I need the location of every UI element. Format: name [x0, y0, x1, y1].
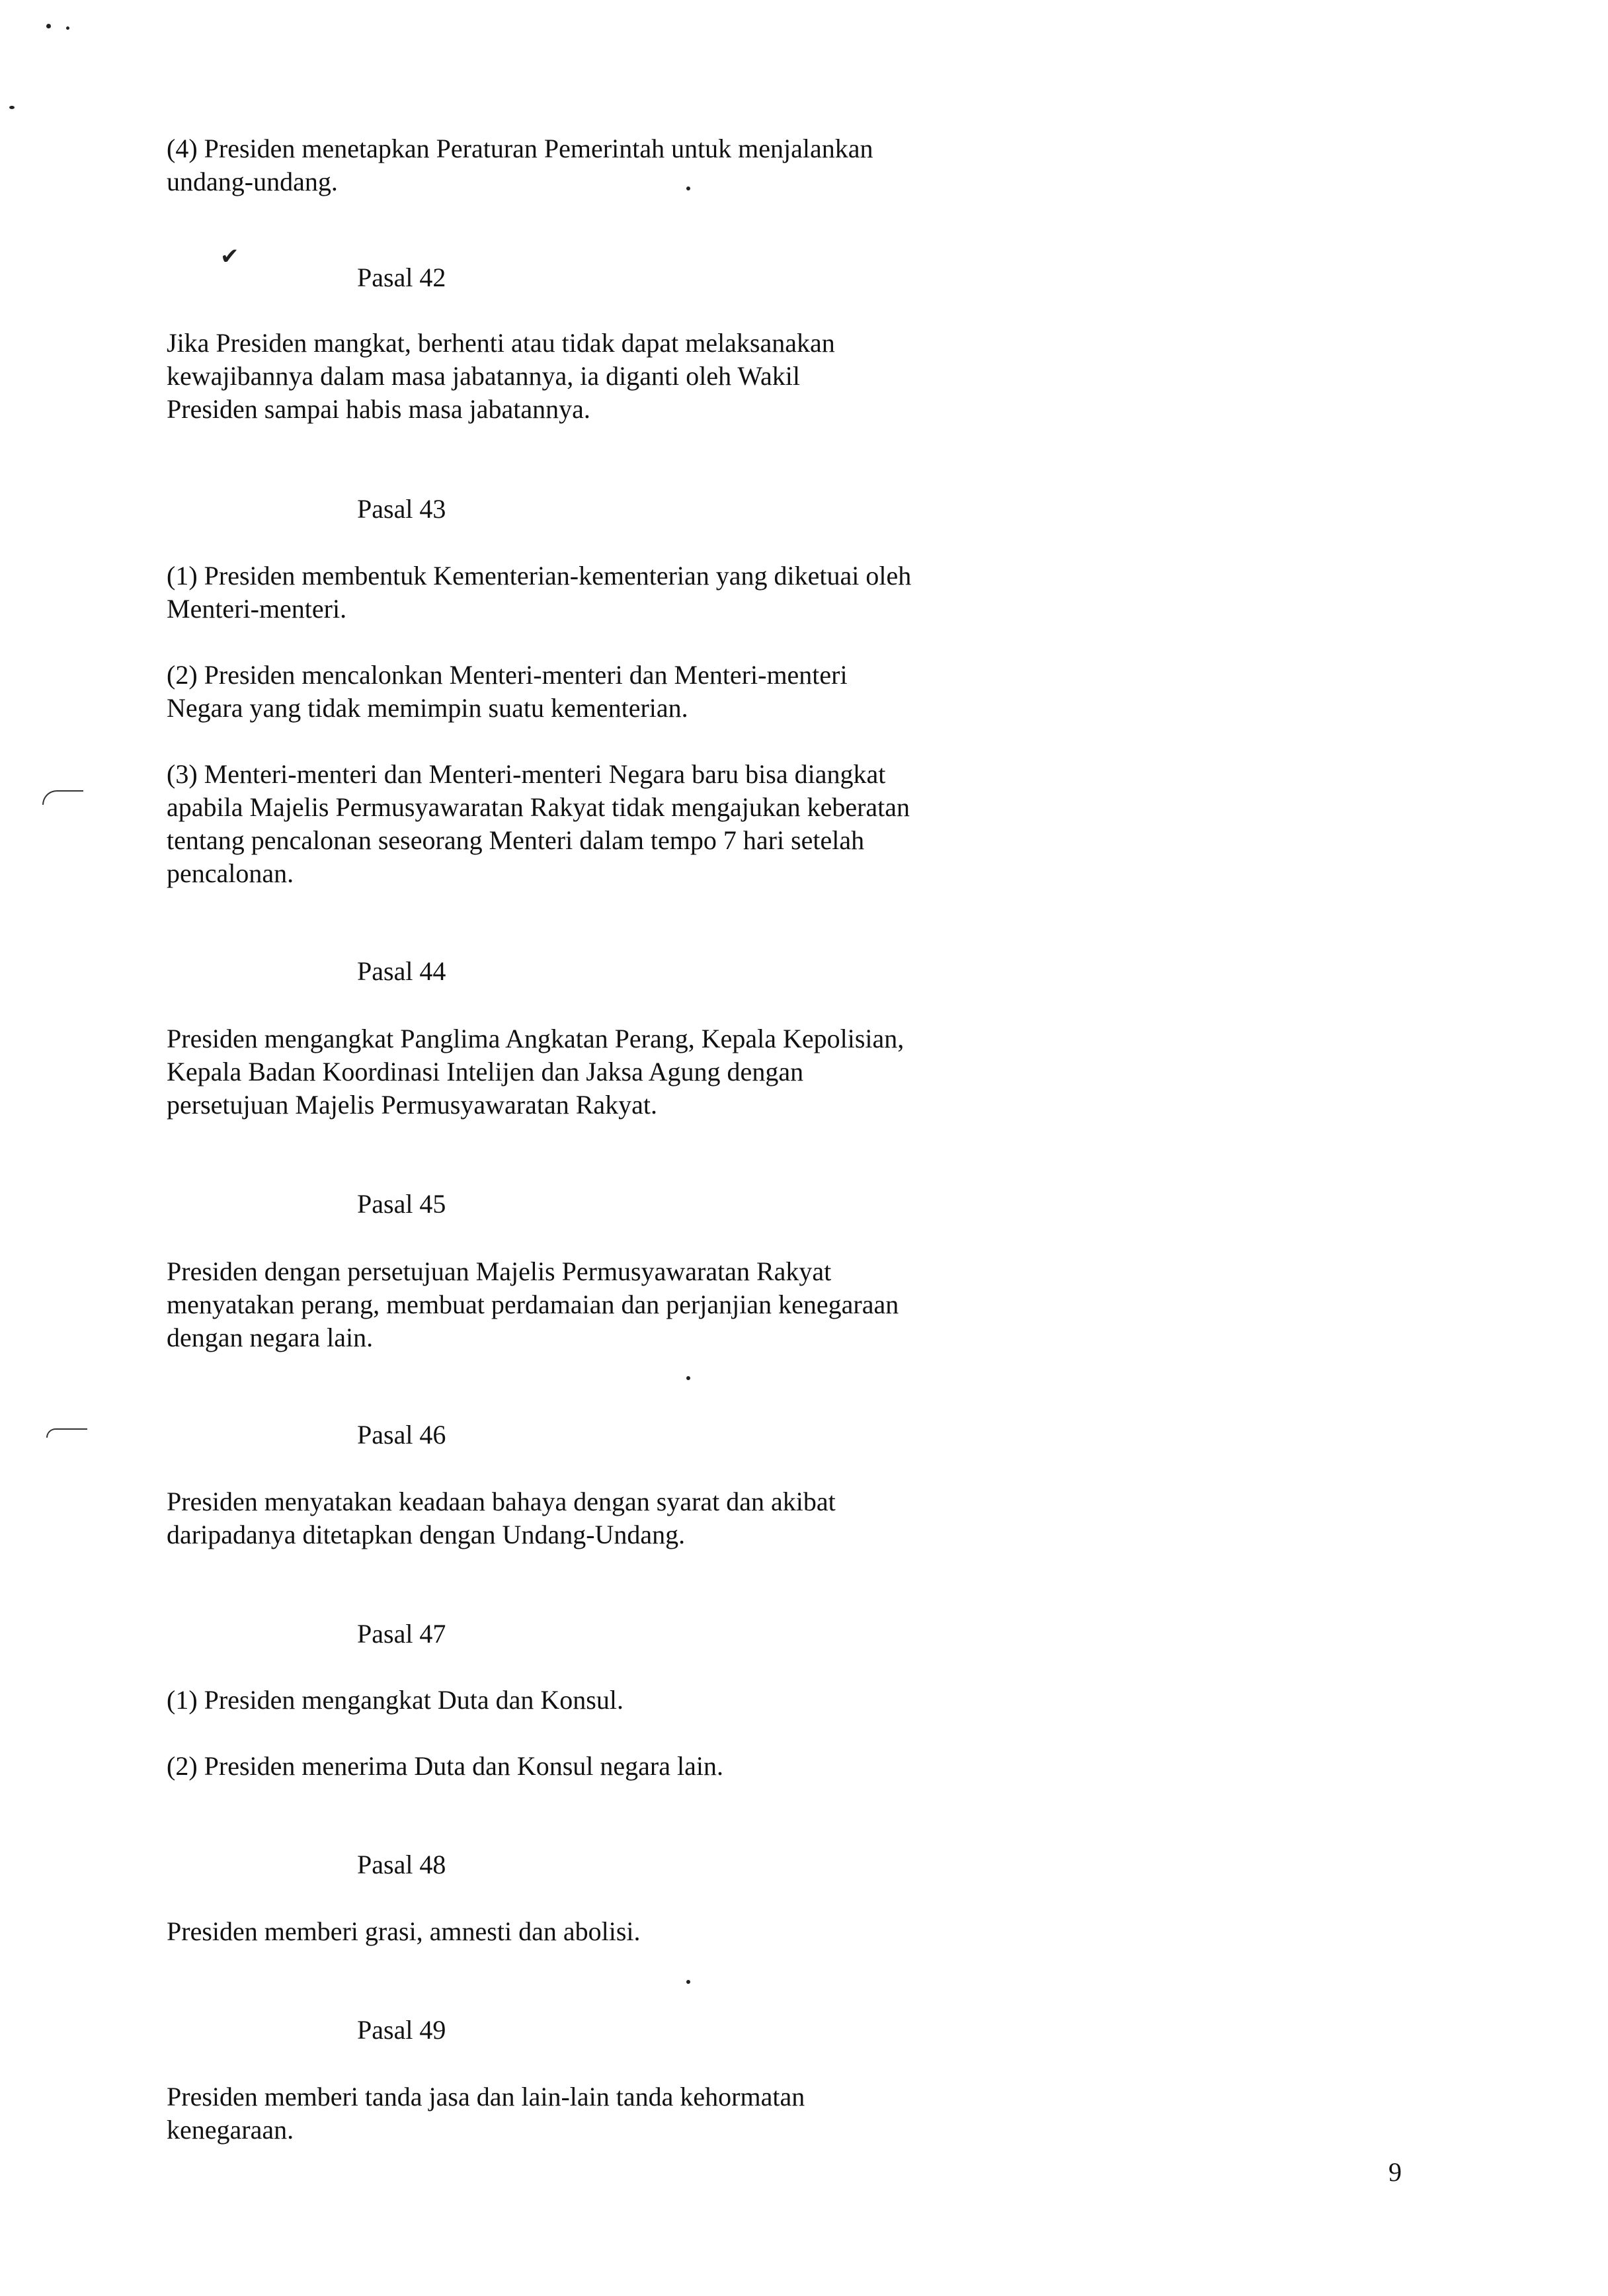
- text-line: tentang pencalonan seseorang Menteri dalam tempo 7 hari setelah: [167, 825, 865, 855]
- paragraph-pasal-47-2: [167, 1750, 1000, 1783]
- text-line: dengan negara lain.: [167, 1323, 374, 1352]
- text-line: Presiden memberi tanda jasa dan lain-lain tanda kehormatan: [167, 2082, 805, 2112]
- paragraph-pasal-45: [167, 1255, 1000, 1354]
- text-line: Presiden sampai habis masa jabatannya.: [167, 394, 590, 424]
- heading-pasal-45: Pasal 45: [357, 1189, 446, 1219]
- text-line: pencalonan.: [167, 858, 294, 888]
- text-line: Presiden mengangkat Panglima Angkatan Perang, Kepala Kepolisian,: [167, 1024, 904, 1053]
- scan-speck: [686, 1376, 690, 1380]
- paragraph-pasal-44: [167, 1022, 1000, 1122]
- text-line: kewajibannya dalam masa jabatannya, ia diganti oleh Wakil: [167, 361, 800, 391]
- heading-pasal-46: Pasal 46: [357, 1420, 446, 1450]
- heading-pasal-49: Pasal 49: [357, 2015, 446, 2045]
- scan-speck: [66, 26, 69, 30]
- text-line: kenegaraan.: [167, 2115, 294, 2145]
- heading-pasal-43: Pasal 43: [357, 494, 446, 524]
- paragraph-pasal-42: [167, 327, 1000, 426]
- text-line: Presiden memberi grasi, amnesti dan abolisi.: [167, 1916, 641, 1946]
- paragraph-pasal-43-3: [167, 758, 1000, 890]
- page-number: 9: [1388, 2157, 1402, 2187]
- paragraph-pasal-43-1: [167, 559, 1000, 626]
- paragraph-pasal-49: [167, 2080, 1000, 2147]
- scan-speck: [46, 24, 51, 28]
- scan-tick: ✔: [220, 245, 239, 269]
- text-line: Kepala Badan Koordinasi Intelijen dan Jaksa Agung dengan: [167, 1057, 804, 1086]
- text-line: Negara yang tidak memimpin suatu kementerian.: [167, 693, 688, 723]
- text-line: persetujuan Majelis Permusyawaratan Rakyat.: [167, 1090, 657, 1120]
- text-line: (2) Presiden menerima Duta dan Konsul negara lain.: [167, 1751, 723, 1781]
- text-line: (1) Presiden mengangkat Duta dan Konsul.: [167, 1685, 623, 1715]
- paragraph-pasal-47-1: [167, 1684, 1000, 1717]
- heading-pasal-47: Pasal 47: [357, 1619, 446, 1649]
- text-line: menyatakan perang, membuat perdamaian dan perjanjian kenegaraan: [167, 1290, 899, 1319]
- paragraph-pasal-43-2: [167, 659, 1000, 725]
- paragraph-4-presiden-peraturan: [167, 132, 1000, 198]
- text-line: undang-undang.: [167, 167, 338, 196]
- heading-pasal-42: Pasal 42: [357, 263, 446, 292]
- scan-arc: [42, 790, 83, 805]
- scan-arc: [46, 1428, 87, 1438]
- paragraph-pasal-46: [167, 1485, 1000, 1551]
- text-line: (3) Menteri-menteri dan Menteri-menteri Negara baru bisa diangkat: [167, 759, 886, 789]
- scan-speck: [9, 106, 15, 109]
- text-line: (1) Presiden membentuk Kementerian-kementerian yang diketuai oleh: [167, 561, 912, 591]
- text-line: Presiden menyatakan keadaan bahaya dengan syarat dan akibat: [167, 1487, 836, 1516]
- text-line: Menteri-menteri.: [167, 594, 347, 624]
- heading-pasal-48: Pasal 48: [357, 1850, 446, 1879]
- text-line: Presiden dengan persetujuan Majelis Permusyawaratan Rakyat: [167, 1256, 832, 1286]
- scan-speck: [686, 1980, 690, 1984]
- text-line: apabila Majelis Permusyawaratan Rakyat tidak mengajukan keberatan: [167, 792, 910, 822]
- text-line: (4) Presiden menetapkan Peraturan Pemerintah untuk menjalankan: [167, 134, 873, 163]
- text-line: (2) Presiden mencalonkan Menteri-menteri dan Menteri-menteri: [167, 660, 848, 690]
- heading-pasal-44: Pasal 44: [357, 956, 446, 986]
- text-line: Jika Presiden mangkat, berhenti atau tidak dapat melaksanakan: [167, 328, 835, 358]
- paragraph-pasal-48: [167, 1915, 1000, 1948]
- text-line: daripadanya ditetapkan dengan Undang-Undang.: [167, 1520, 686, 1549]
